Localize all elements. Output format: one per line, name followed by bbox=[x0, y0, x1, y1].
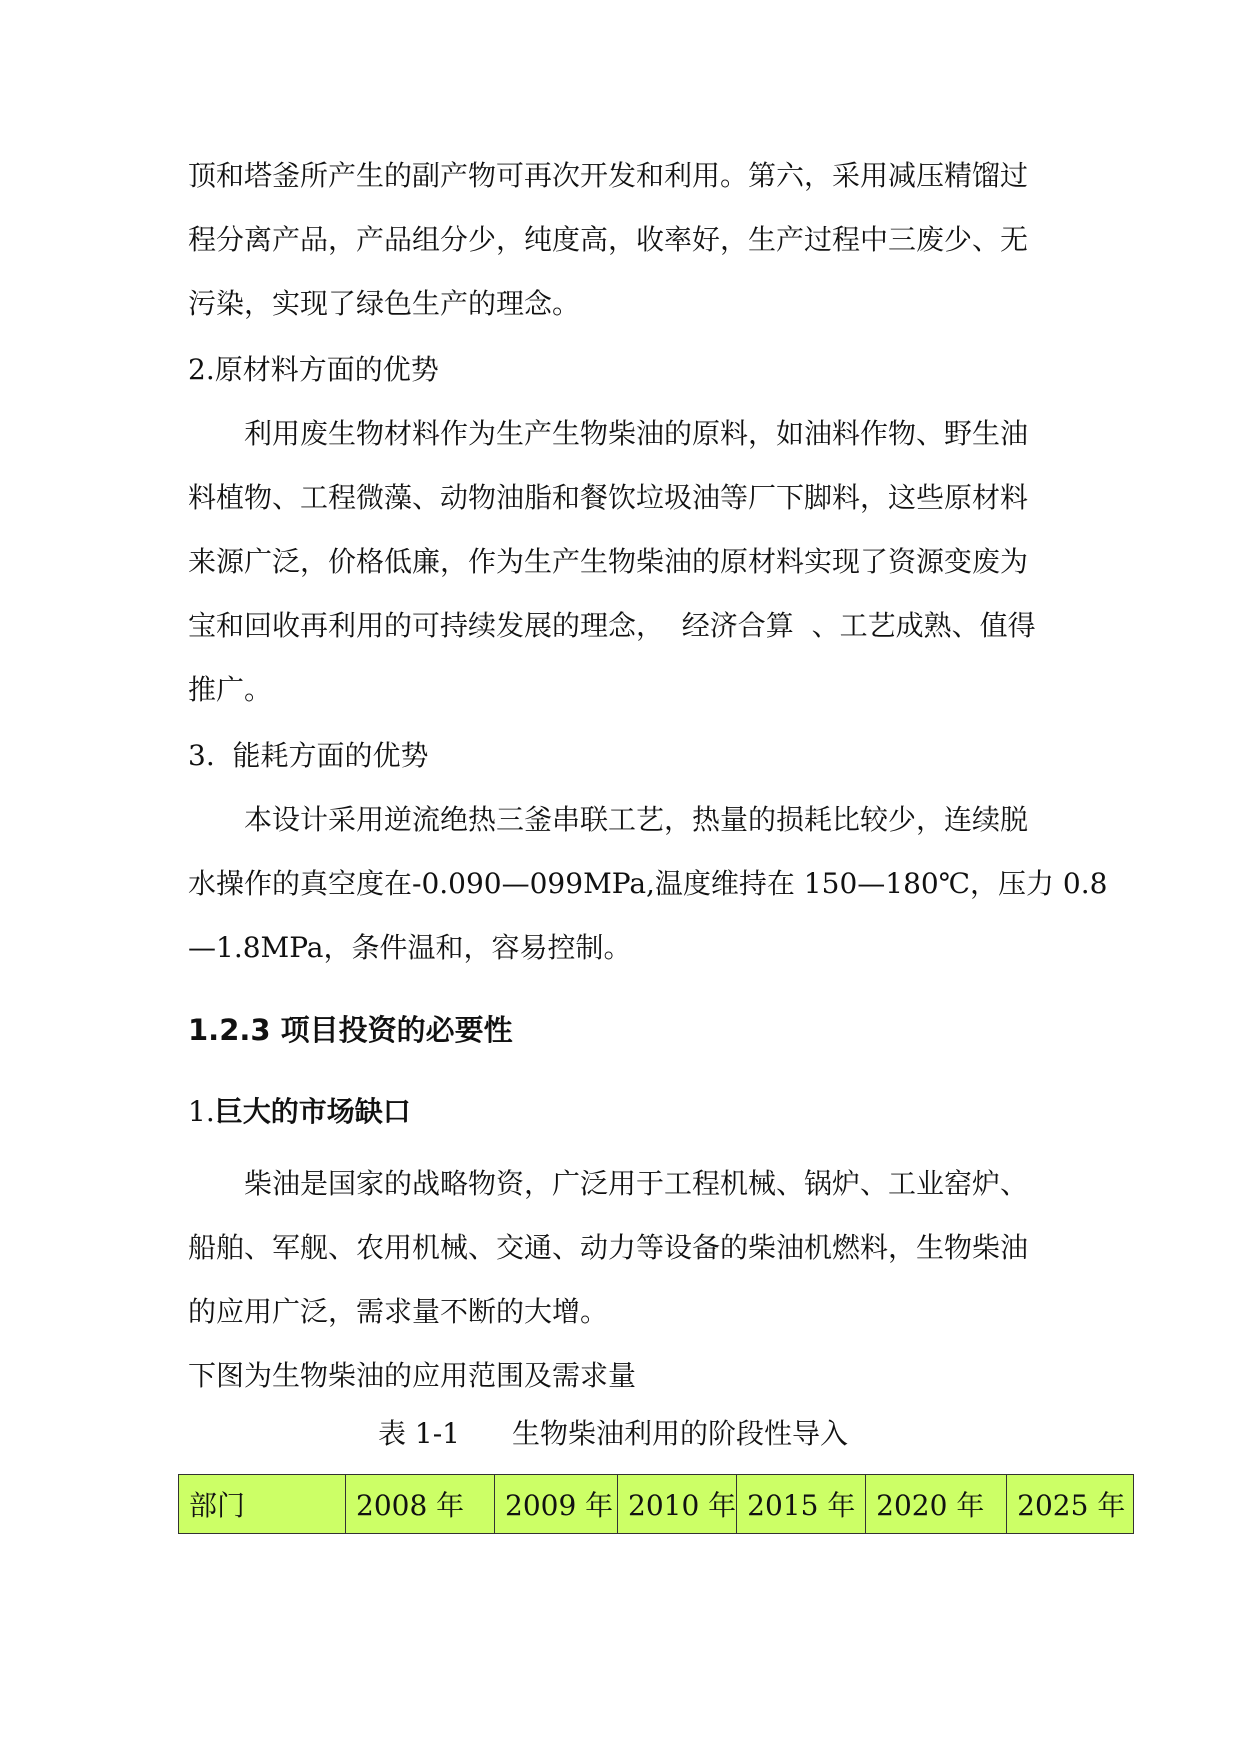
paragraph-line: 来源广泛，价格低廉，作为生产生物柴油的原材料实现了资源变废为 bbox=[188, 545, 1029, 578]
paragraph-line: 推广。 bbox=[188, 673, 273, 706]
paragraph-line: 船舶、军舰、农用机械、交通、动力等设备的柴油机燃料，生物柴油 bbox=[188, 1231, 1029, 1264]
table-header-cell: 2025 年 bbox=[1007, 1475, 1134, 1534]
paragraph-line: 下图为生物柴油的应用范围及需求量 bbox=[188, 1359, 637, 1392]
staged-introduction-table bbox=[178, 1474, 1134, 1534]
subsection-number: 1. bbox=[188, 1095, 215, 1128]
paragraph-line: 程分离产品，产品组分少，纯度高，收率好，生产过程中三废少、无 bbox=[188, 223, 1029, 256]
table-header-cell: 2008 年 bbox=[346, 1475, 495, 1534]
subsection-title: 巨大的市场缺口 bbox=[214, 1095, 411, 1128]
subsection-heading bbox=[188, 1092, 411, 1132]
table-header-cell: 2020 年 bbox=[866, 1475, 1007, 1534]
paragraph-line: 水操作的真空度在-0.090—099MPa,温度维持在 150—180℃，压力 0.8 bbox=[188, 867, 1108, 900]
section-title: 1.2.3 项目投资的必要性 bbox=[188, 1013, 513, 1047]
table-header-cell: 2015 年 bbox=[737, 1475, 866, 1534]
paragraph-line: 利用废生物材料作为生产生物柴油的原料，如油料作物、野生油 bbox=[244, 417, 1029, 450]
paragraph-line: 柴油是国家的战略物资，广泛用于工程机械、锅炉、工业窑炉、 bbox=[244, 1167, 1029, 1200]
table-header-row bbox=[179, 1475, 1134, 1534]
table-header-cell: 2010 年 bbox=[618, 1475, 737, 1534]
paragraph-line: —1.8MPa，条件温和，容易控制。 bbox=[188, 931, 632, 964]
paragraph-line: 的应用广泛，需求量不断的大增。 bbox=[188, 1295, 609, 1328]
table-caption bbox=[378, 1414, 848, 1454]
raw-material-heading: 2.原材料方面的优势 bbox=[188, 353, 439, 386]
table-header-cell: 2009 年 bbox=[495, 1475, 618, 1534]
energy-heading: 3. 能耗方面的优势 bbox=[188, 739, 429, 772]
paragraph-line: 料植物、工程微藻、动物油脂和餐饮垃圾油等厂下脚料，这些原材料 bbox=[188, 481, 1029, 514]
paragraph-line: 污染，实现了绿色生产的理念。 bbox=[188, 287, 581, 320]
paragraph-line: 顶和塔釜所产生的副产物可再次开发和利用。第六，采用减压精馏过 bbox=[188, 159, 1029, 192]
table-header-cell: 部门 bbox=[179, 1475, 346, 1534]
table-caption-number: 表 1-1 bbox=[378, 1417, 460, 1450]
table-caption-text: 生物柴油利用的阶段性导入 bbox=[512, 1417, 849, 1450]
paragraph-line: 宝和回收再利用的可持续发展的理念， 经济合算 、工艺成熟、值得 bbox=[188, 609, 1036, 642]
paragraph-line: 本设计采用逆流绝热三釜串联工艺，热量的损耗比较少，连续脱 bbox=[244, 803, 1029, 836]
